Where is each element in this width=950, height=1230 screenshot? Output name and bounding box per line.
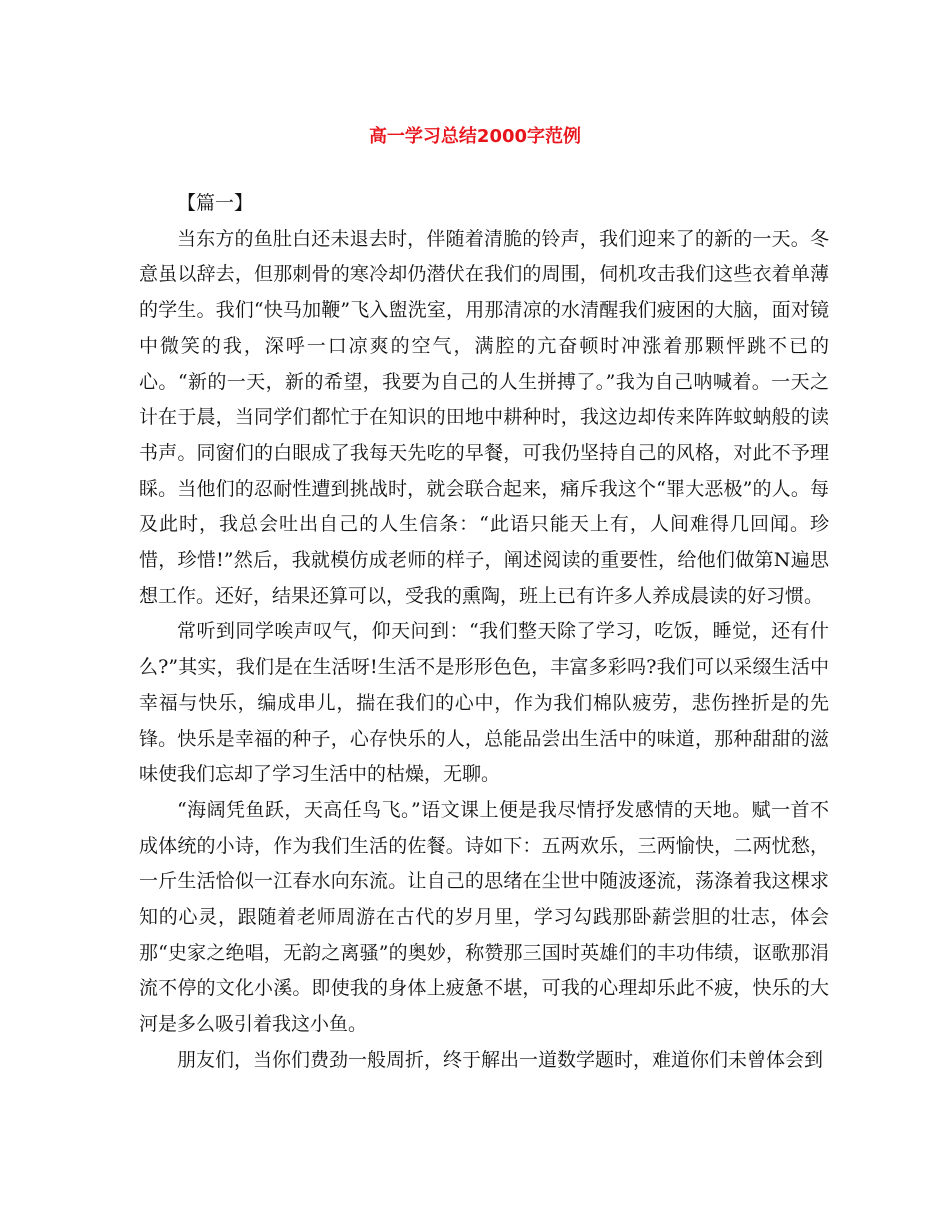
paragraph-4: 朋友们，当你们费劲一般周折，终于解出一道数学题时，难道你们未曾体会到 [177, 1048, 824, 1071]
paragraph-2: 常听到同学唉声叹气，仰天问到：“我们整天除了学习，吃饭，睡觉，还有什么?”其实，我们是在生活呀!生活不是形形色色，丰富多彩吗?我们可以采缀生活中幸福与快乐，编成串儿，揣在我们的心中，作为我们棉队疲劳，悲伤挫折是的先锋。快乐是幸福的种子，心存快乐的人，总能品尝出生活中的味道，那种甜甜的滋味使我们忘却了学习生活中的枯燥，无聊。 [139, 620, 829, 786]
paragraph-1: 当东方的鱼肚白还未退去时，伴随着清脆的铃声，我们迎来了的新的一天。冬意虽以辞去，但那刺骨的寒冷却仍潜伏在我们的周围，伺机攻击我们这些衣着单薄的学生。我们“快马加鞭”飞入盥洗室，用那清凉的水清醒我们疲困的大脑，面对镜中微笑的我，深呼一口凉爽的空气，满腔的亢奋顿时冲涨着那颗怦跳不已的心。“新的一天，新的希望，我要为自己的人生拼搏了。”我为自己呐喊着。一天之计在于晨，当同学们都忙于在知识的田地中耕种时，我这边却传来阵阵蚊蚋般的读书声。同窗们的白眼成了我每天先吃的早餐，可我仍坚持自己的风格，对此不予理睬。当他们的忍耐性遭到挑战时，就会联合起来，痛斥我这个“罪大恶极”的人。每及此时，我总会吐出自己的人生信条：“此语只能天上有，人间难得几回闻。珍惜，珍惜!”然后，我就模仿成老师的样子，阐述阅读的重要性，给他们做第N遍思想工作。还好，结果还算可以，受我的熏陶，班上已有许多人养成晨读的好习惯。 [139, 227, 829, 607]
document-body [139, 186, 829, 1079]
paragraph-3: “海阔凭鱼跃，天高任鸟飞。”语文课上便是我尽情抒发感情的天地。赋一首不成体统的小诗，作为我们生活的佐餐。诗如下：五两欢乐，三两愉快，二两忧愁，一斤生活恰似一江春水向东流。让自己的思绪在尘世中随波逐流，荡涤着我这棵求知的心灵，跟随着老师周游在古代的岁月里，学习勾践那卧薪尝胆的壮志，体会那“史家之绝唱，无韵之离骚”的奥妙，称赞那三国时英雄们的丰功伟绩，讴歌那涓流不停的文化小溪。即使我的身体上疲惫不堪，可我的心理却乐此不疲，快乐的大河是多么吸引着我这小鱼。 [139, 798, 829, 1036]
section-label: 【篇一】 [177, 192, 254, 214]
document-title: 高一学习总结2000字范例 [368, 126, 582, 147]
